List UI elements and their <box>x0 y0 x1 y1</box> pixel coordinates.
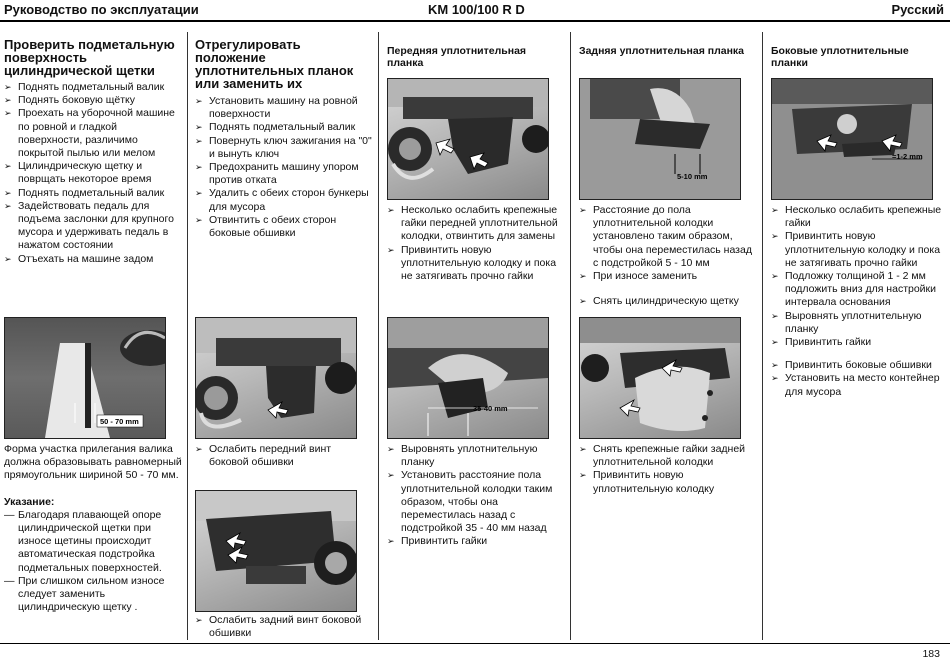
step-list <box>195 614 373 640</box>
step-list <box>387 204 567 283</box>
footer-rule <box>0 643 950 644</box>
note-title: Указание: <box>4 495 55 508</box>
step-item: ➢ При износе заменить <box>579 270 759 283</box>
step-item: ➢ Ослабить задний винт боковой обшивки <box>195 614 373 640</box>
header-language: Русский <box>891 2 944 17</box>
step-list <box>771 359 949 399</box>
step-list <box>4 81 182 266</box>
step-item: ➢ Поднять боковую щётку <box>4 94 182 107</box>
step-item: ➢ Привинтить новую уплотнительную колодку и пока не затягивать прочно гайки <box>387 244 567 284</box>
step-item: ➢ Удалить с обеих сторон бункеры для мусора <box>195 187 373 213</box>
column-rear-seal <box>579 45 757 57</box>
step-item: ➢ Цилиндрическую щетку и поврщать некоторое время <box>4 160 182 186</box>
section-title: Боковые уплотнительные планки <box>771 45 909 69</box>
step-item: ➢ Предохранить машину упором против отката <box>195 161 373 187</box>
step-item: ➢ Поднять подметальный валик <box>195 121 373 134</box>
step-item: ➢ Установить машину на ровной поверхности <box>195 95 373 121</box>
photo-measurement-label: 35-40 mm <box>473 404 508 413</box>
rear-seal-nuts-photo <box>579 317 741 439</box>
column-divider <box>187 32 188 640</box>
step-item: ➢ Привинтить новую уплотнительную колодку <box>579 469 759 495</box>
page-header <box>0 0 950 22</box>
rear-screw-step <box>195 614 373 640</box>
step-item: ➢ Привинтить новую уплотнительную колодку и пока не затягивать прочно гайки <box>771 230 949 270</box>
column-front-seal <box>387 45 565 69</box>
front-screw-step <box>195 443 373 469</box>
step-item: ➢ Выровнять уплотнительную планку <box>771 310 949 336</box>
column-side-seal <box>771 45 947 69</box>
front-seal-photo <box>387 78 549 200</box>
step-list <box>771 204 949 349</box>
step-item: ➢ Выровнять уплотнительную планку <box>387 443 567 469</box>
step-item: ➢ Несколько ослабить крепежные гайки передней уплотнительной колодки, отвинтить для замены <box>387 204 567 244</box>
photo-measurement-label: =1-2 mm <box>892 152 923 161</box>
page-number: 183 <box>922 648 940 660</box>
step-item: ➢ Расстояние до пола уплотнительной колодки установлено таким образом, чтобы она переместилась назад с подстройкой 5 - 10 мм <box>579 204 759 270</box>
column-divider <box>378 32 379 640</box>
rear-seal-photo <box>579 78 741 200</box>
front-screw-photo <box>195 317 357 439</box>
rear-seal-steps-2 <box>579 443 759 496</box>
step-item: ➢ Задействовать педаль для подъема заслонки для крупного мусора и удерживать педаль в нажатом состоянии <box>4 200 182 253</box>
rear-screw-photo <box>195 490 357 612</box>
step-item: ➢ Ослабить передний винт боковой обшивки <box>195 443 373 469</box>
step-item: ➢ Снять цилиндрическую щетку <box>579 295 759 308</box>
step-item: ➢ Установить на место контейнер для мусора <box>771 372 949 398</box>
front-seal-steps-2 <box>387 443 567 549</box>
front-seal-gap-photo <box>387 317 549 439</box>
side-seal-photo <box>771 78 933 200</box>
step-item: ➢ Отъехать на машине задом <box>4 253 182 266</box>
step-list <box>195 443 373 469</box>
step-list <box>579 295 759 308</box>
step-list <box>195 95 373 240</box>
step-item: ➢ Поднять подметальный валик <box>4 187 182 200</box>
note-list <box>4 509 184 615</box>
step-list <box>387 443 567 549</box>
brush-caption-block <box>4 443 184 614</box>
step-item: ➢ Привинтить гайки <box>387 535 567 548</box>
brush-footprint-photo <box>4 317 166 439</box>
step-list <box>579 204 759 283</box>
rear-seal-steps <box>579 204 759 308</box>
photo-caption: Форма участка прилегания валика должна образовывать равномерный прямоугольник шириной 50 - 70 мм. <box>4 443 182 482</box>
step-item: ➢ Установить расстояние пола уплотнительной колодки таким образом, чтобы она переместилась назад с подстройкой 35 - 40 мм назад <box>387 469 567 535</box>
section-title: Проверить подметальную поверхность цилиндрической щетки <box>4 37 175 78</box>
side-seal-steps <box>771 204 949 399</box>
step-item: ➢ Проехать на уборочной машине по ровной и гладкой поверхности, различимо покрытой пылью или мелом <box>4 107 182 160</box>
step-item: ➢ Снять крепежные гайки задней уплотнительной колодки <box>579 443 759 469</box>
section-title: Задняя уплотнительная планка <box>579 45 745 57</box>
step-item: ➢ Привинтить гайки <box>771 336 949 349</box>
column-divider <box>570 32 571 640</box>
note-item: — При слишком сильном износе следует заменить цилиндрическую щетку . <box>4 575 184 615</box>
header-model: KM 100/100 R D <box>428 2 525 17</box>
step-item: ➢ Отвинтить с обеих сторон боковые обшивки <box>195 214 373 240</box>
note-item: — Благодаря плавающей опоре цилиндрической щетки при износе щетины происходит автоматическая подстройка подметальных поверхностей. <box>4 509 184 575</box>
step-item: ➢ Поднять подметальный валик <box>4 81 182 94</box>
column-seal-adjust <box>195 38 373 240</box>
column-check-brush <box>4 38 182 266</box>
header-manual-title: Руководство по эксплуатации <box>4 2 199 17</box>
photo-measurement-label: 50 - 70 mm <box>100 417 139 426</box>
section-title: Отрегулировать положение уплотнительных планок или заменить их <box>195 37 354 91</box>
step-item: ➢ Несколько ослабить крепежные гайки <box>771 204 949 230</box>
step-item: ➢ Привинтить боковые обшивки <box>771 359 949 372</box>
front-seal-steps <box>387 204 567 283</box>
photo-measurement-label: 5-10 mm <box>677 172 708 181</box>
section-title: Передняя уплотнительная планка <box>387 45 527 69</box>
step-item: ➢ Повернуть ключ зажигания на "0" и вынуть ключ <box>195 135 373 161</box>
column-divider <box>762 32 763 640</box>
step-list <box>579 443 759 496</box>
step-item: ➢ Подложку толщиной 1 - 2 мм подложить вниз для настройки интервала основания <box>771 270 949 310</box>
